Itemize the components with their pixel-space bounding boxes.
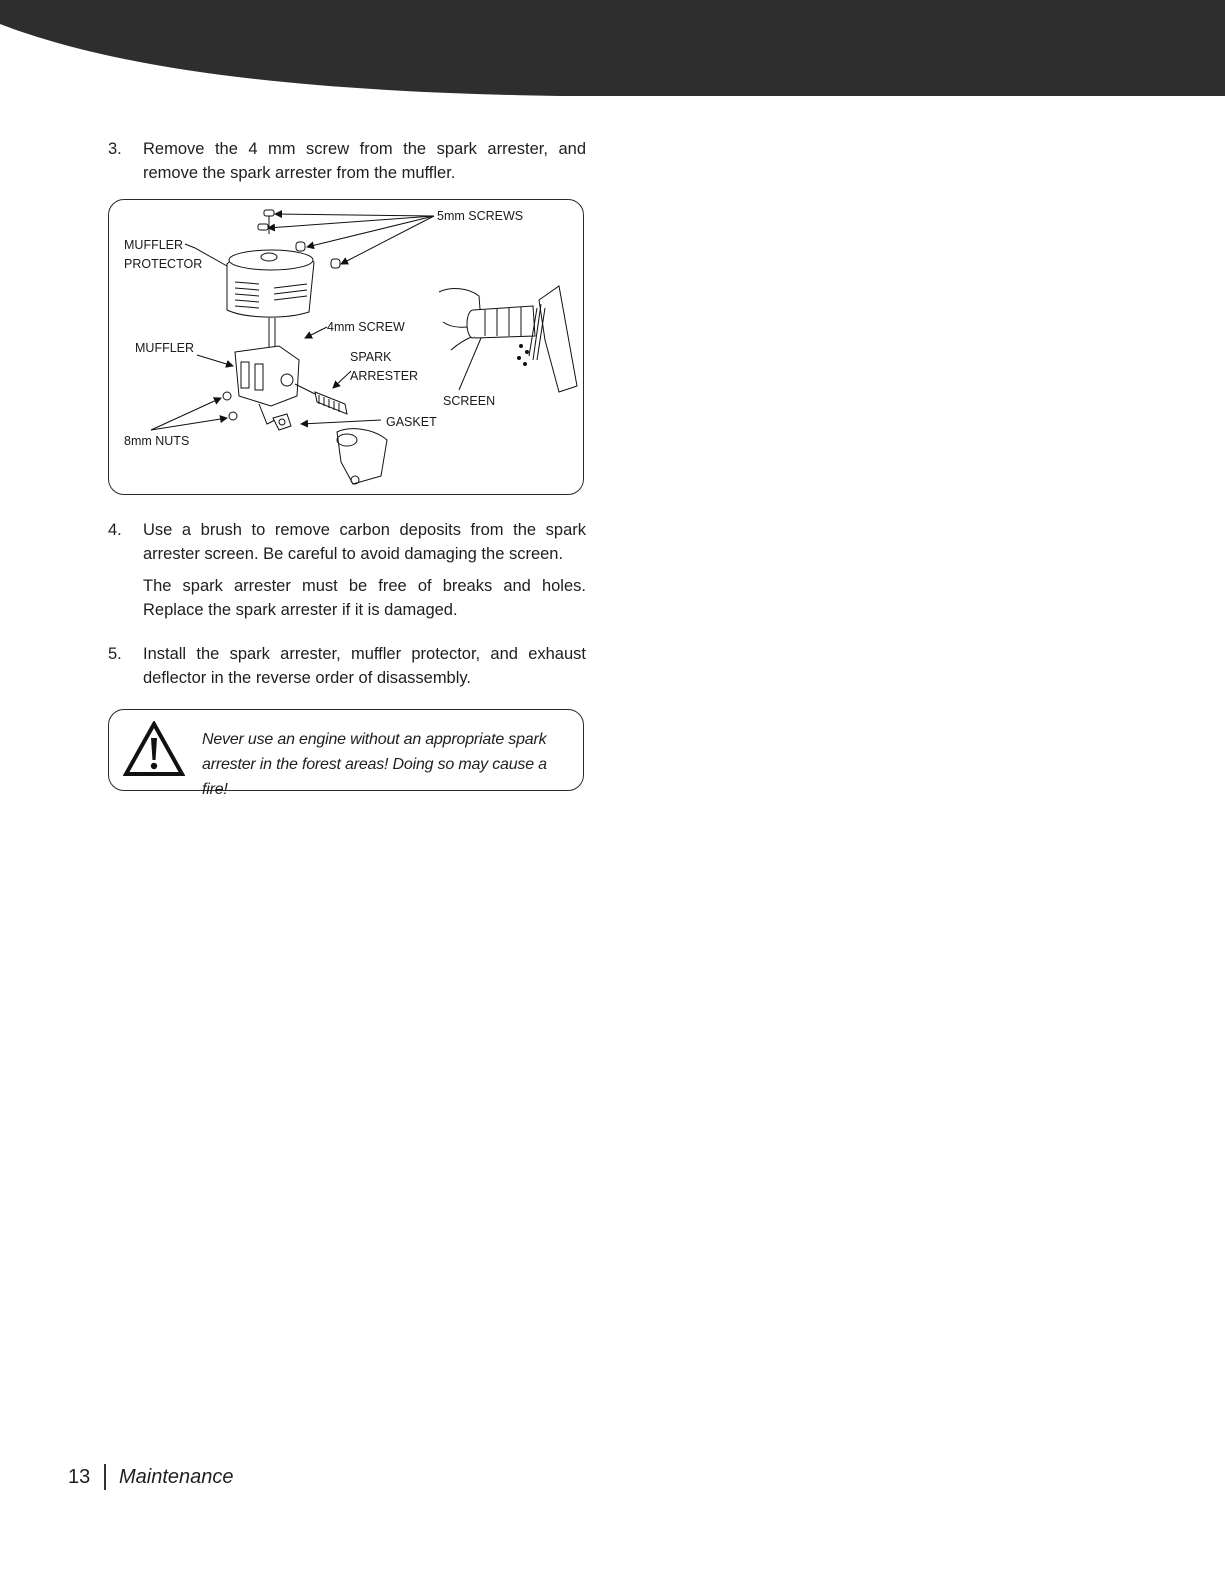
label-spark-arrester-line2: ARRESTER	[350, 369, 419, 383]
step-text: Use a brush to remove carbon deposits from the spark arrester screen. Be careful to avoid damaging the screen.	[143, 521, 586, 563]
step-5	[108, 642, 586, 690]
footer-divider	[104, 1464, 106, 1490]
label-5mm-screws: 5mm SCREWS	[437, 209, 524, 223]
step-number: 4.	[108, 521, 122, 539]
step-3	[108, 137, 586, 185]
label-muffler: MUFFLER	[135, 341, 195, 355]
page-number: 13	[68, 1466, 91, 1488]
section-title: Maintenance	[119, 1466, 234, 1488]
label-screen: SCREEN	[443, 394, 496, 408]
warning-box	[108, 709, 584, 798]
warning-text: Never use an engine without an appropriate spark arrester in the forest areas! Doing so may cause a fire!	[202, 731, 547, 798]
step-number: 3.	[108, 140, 122, 158]
step-number: 5.	[108, 645, 122, 663]
step-text: Remove the 4 mm screw from the spark arrester, and remove the spark arrester from the muffler.	[143, 140, 586, 182]
label-4mm-screw: 4mm SCREW	[327, 320, 405, 334]
spark-arrester-diagram	[108, 199, 584, 495]
warning-triangle-icon	[123, 721, 185, 777]
label-spark-arrester-line1: SPARK	[350, 350, 392, 364]
step-note: The spark arrester must be free of breaks and holes. Replace the spark arrester if it is damaged.	[143, 577, 586, 619]
step-text: Install the spark arrester, muffler protector, and exhaust deflector in the reverse order of disassembly.	[143, 645, 586, 687]
label-gasket: GASKET	[386, 415, 437, 429]
label-muffler-protector-line1: MUFFLER	[124, 238, 184, 252]
label-8mm-nuts: 8mm NUTS	[124, 434, 190, 448]
label-muffler-protector-line2: PROTECTOR	[124, 257, 203, 271]
header-band	[0, 0, 1225, 96]
step-4	[108, 518, 586, 622]
